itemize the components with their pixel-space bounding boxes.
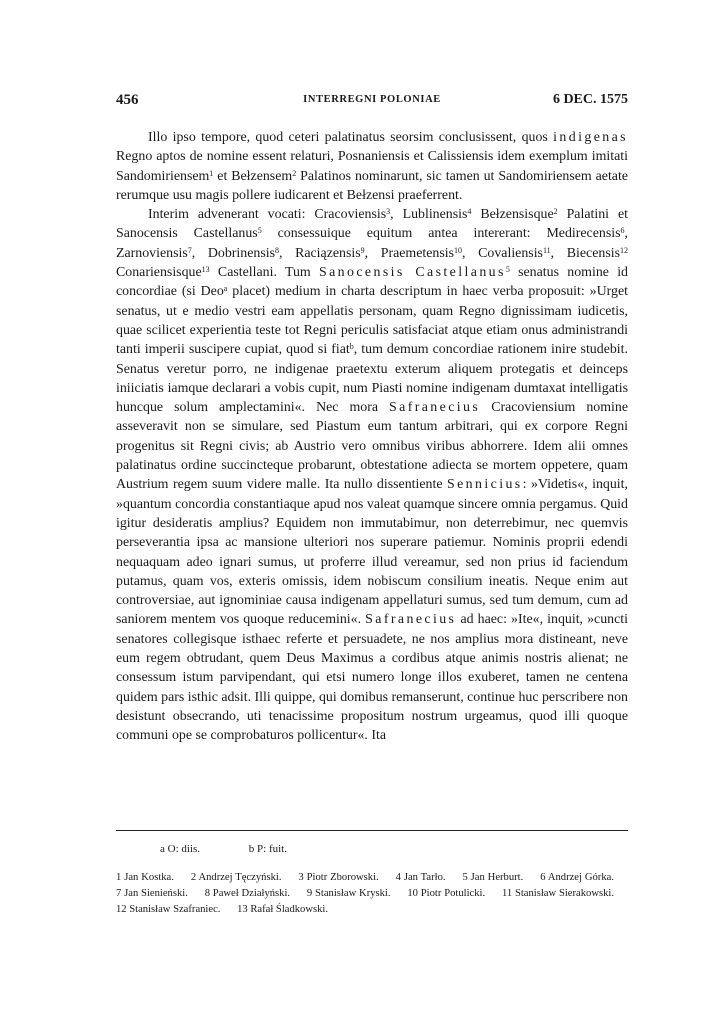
note-ref: 2 [553,207,558,217]
footnote: 7 Jan Sienieński. [116,888,188,899]
footnote: 6 Andrzej Górka. [540,872,614,883]
running-title: INTERREGNI POLONIAE [303,94,441,105]
text-run: , tum demum concordiae rationem inire studebit. Senatus veretur porro, ne indigenae praetextu exterum aliquem protegatis et deinceps iniiciatis iamque declarari a vobis cupit, num Piasti nomine indigenam dumtaxat intelligatis huncque solum amplectamini«. Nec mora [116,342,628,416]
footnote: 9 Stanisław Kryski. [306,888,391,899]
note-ref: 7 [187,245,192,255]
text-run: , Raciązensis [279,245,361,261]
note-ref: 9 [360,245,365,255]
text-run: Palatini et Sanocensis Castellanus [116,207,628,242]
text-run: , Dobrinensis [191,245,275,261]
paragraph [116,205,628,745]
text-run: Conariensisque [116,265,202,281]
text-run: Castellani. Tum [209,265,319,281]
apparatus-note-b: b P: fuit. [248,843,287,855]
note-ref: 4 [467,207,472,217]
text-run: placet) medium in charta descriptum in haec verba proposuit: »Urget senatus, ut e medio vestri eam appellatis personam, quam Regno dignissimam iudicetis, quae scilicet experientia teste tot Regni periculis satisfaciat atque etiam onus administrandi tanti imperii suscipere cupiat, quod si fiat [116,284,628,358]
note-ref: 10 [454,245,463,255]
note-ref: 11 [542,245,551,255]
body-text [116,128,628,746]
footnote-rule [116,830,628,831]
text-run: Illo ipso tempore, quod ceteri palatinatus seorsim conclusissent, quos [148,130,554,145]
footnote: 13 Rafał Śladkowski. [237,904,329,915]
text-run: Palatinos nominarunt, sic tamen ut Sandomiriensem aetate rerumque usu magis pollere iudicarent et Bełzensi praeferrent. [116,168,628,203]
header-date: 6 DEC. 1575 [552,92,628,107]
critical-apparatus [116,842,628,856]
text-run: Bełzensisque [471,207,554,223]
text-run: , Zarnoviensis [116,226,628,261]
footnote: 2 Andrzej Tęczyński. [190,872,282,883]
note-ref: 2 [292,168,297,178]
spaced-name: Sanocensis Castellanus [318,265,506,281]
page-number: 456 [116,92,139,108]
footnote: 12 Stanisław Szafraniec. [116,904,221,915]
footnote: 8 Paweł Działyński. [204,888,291,899]
text-run: senatus nomine id concordiae (si Deo [116,265,628,300]
text-run: et Bełzensem [213,168,293,184]
note-ref: 5 [257,226,262,236]
text-run: , Lublinensis [390,207,468,223]
note-ref: 8 [275,245,279,255]
footnote: 4 Jan Tarło. [395,872,446,883]
text-run: ad haec: »Ite«, inquit, »cuncti senatores collegisque isthaec referte et persuadete, ne nos amplius mora distineant, neve eum regem obtrudant, quem Deus Maximus a cordibus atque animis nostris alienat; ne consessum istum parvipendant, qui etsi numero longe illos exuberet, tamen ne centena quidem pars isthic adsit. Illi quippe, qui domibus remanserunt, continue huc perscribere non desistunt obsecrando, uti tenacissime propositum nostrum urgeamus, quod illi quoque communi ope se comprobaturos pollicentur«. Ita [116,612,628,744]
text-run: , Praemetensis [364,245,455,261]
spaced-name: Safranecius [389,400,481,416]
text-run: Interim advenerant vocati: Cracoviensis [148,207,387,223]
spaced-name: Sennicius [446,477,523,493]
spaced-name: indigenas [553,130,628,145]
footnote: 5 Jan Herburt. [462,872,524,883]
note-ref: 12 [620,245,628,255]
footnote: 3 Piotr Zborowski. [298,872,379,883]
text-run: : »Videtis«, inquit, »quantum concordia constantiaque apud nos valeat quamque sincere omnia pergamus. Quid igitur desideratis amplius? Equidem non immutabimur, non deterrebimur, nec quemvis perseverantia ipsa ac mansione ulteriori nos superare patiemur. Nominis proprii edendi nequaquam adeo ignari sumus, ut proferre illud vereamur, sed non prius id faciendum putamus, quam vos, exteris omissis, idem nobiscum consilium ineatis. Neque enim aut controversiae, aut ignominiae causa indigenam appellaturi sumus, sed tum demum, cum ad saniorem mentem vos quoque reducemini«. [116,477,628,628]
paragraph [116,128,628,205]
footnote: 10 Piotr Potulicki. [407,888,486,899]
footnote: 1 Jan Kostka. [116,872,174,883]
footnotes [116,870,628,918]
text-run: Regno aptos de nomine essent relaturi, Posnaniensis et Calissiensis idem exemplum imitati Sandomiriensem [116,149,628,184]
apparatus-note-a: a O: diis. [160,843,201,855]
note-ref: 13 [201,265,210,275]
footnote: 11 Stanisław Sierakowski. [501,888,614,899]
spaced-name: Safranecius [365,612,457,628]
note-ref: 1 [209,168,214,178]
text-run: Cracoviensium nomine asseveravit non se simulare, sed Piastum eum tantum arbitrari, qui ex corpore Regni progenitus sit Regni civis; ab Austrio vero omnibus viribus abhorrere. Idem alii omnes palatinatus ordine succincteque probarunt, obtestatione adiecta se mortem oppetere, quam Austrium regem suum videre malle. Ita nullo dissentiente [116,400,628,493]
text-run: , Covaliensis [462,245,543,261]
note-ref: 6 [620,226,625,236]
note-ref: 5 [505,265,510,275]
text-run: consessuique equitum antea intererant: Medirecensis [261,226,621,242]
note-ref: b [349,342,354,352]
note-ref: 3 [386,207,391,217]
text-run: , Biecensis [550,245,620,261]
running-header [116,92,628,112]
note-ref: a [223,284,228,294]
